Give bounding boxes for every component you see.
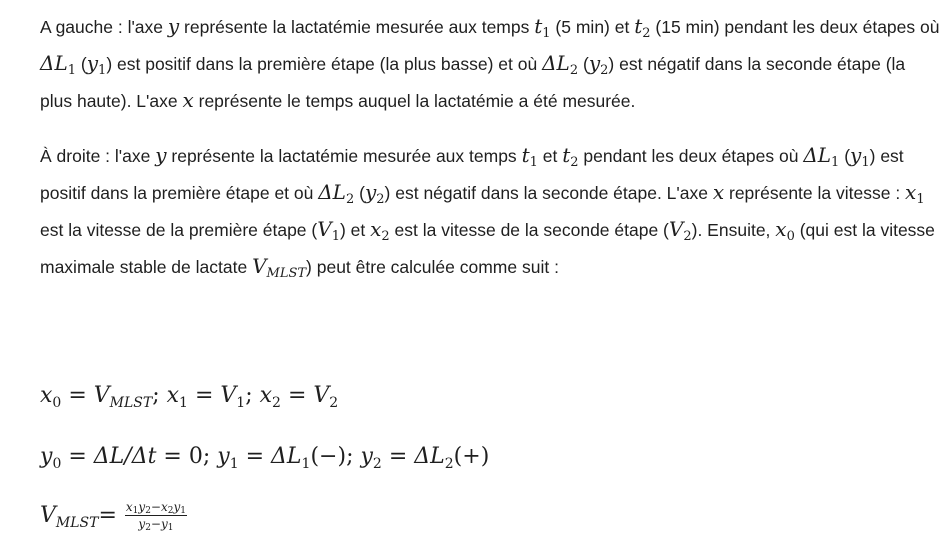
text: ) est positif dans la première étape et où	[40, 146, 904, 203]
equation-vmlst-formula	[40, 500, 187, 532]
equals-sign: =	[98, 503, 117, 528]
math-t2: $t_2$	[634, 14, 651, 41]
text: (5 min) et	[550, 17, 635, 37]
math-x: x	[182, 88, 194, 112]
text: ) est positif dans la première étape (la plus basse) et où	[106, 54, 543, 74]
text: représente le temps auquel la lactatémie a été mesurée.	[193, 91, 636, 111]
math-delta-l1: $\Delta L_1$	[40, 51, 77, 78]
fraction-numerator: $x_1y_2-x_2y_1$	[125, 500, 187, 516]
paragraph-left-graph	[40, 8, 940, 119]
text: ) peut être calculée comme suit :	[306, 257, 559, 277]
math-v1: $V_1$	[317, 217, 340, 244]
text: est la vitesse de la seconde étape (	[389, 220, 669, 240]
text: (	[839, 146, 851, 166]
math-x: x	[712, 180, 725, 204]
text: A gauche : l'axe	[40, 17, 168, 37]
math-t1: $t_1$	[534, 14, 551, 41]
math-y2: $y_2$	[364, 180, 385, 207]
math-v2: $V_2$	[668, 217, 692, 244]
math-x1: $x_1$	[905, 180, 925, 207]
math-x2: $x_2$	[370, 217, 390, 244]
text: représente la vitesse :	[724, 183, 906, 203]
text: (15 min) pendant les deux étapes où	[650, 17, 940, 37]
text: (	[76, 54, 87, 74]
math-t1: $t_1$	[521, 143, 538, 170]
text: représente la lactatémie mesurée aux temps	[179, 17, 535, 37]
math-delta-l2: $\Delta L_2$	[318, 180, 355, 207]
text: est la vitesse de la première étape (	[40, 220, 318, 240]
fraction-denominator: $y_2-y_1$	[138, 517, 174, 533]
equation-variable-definitions: $x_0 = V_{MLST}$; $x_1 = V_1$; $x_2 = V_2$	[40, 383, 339, 411]
text: ) et	[339, 220, 371, 240]
text: (	[578, 54, 589, 74]
text: pendant les deux étapes où	[578, 146, 804, 166]
text: ). Ensuite,	[691, 220, 776, 240]
fraction	[125, 501, 187, 531]
paragraph-right-graph	[40, 137, 940, 285]
math-y2: $y_2$	[588, 51, 609, 78]
text: (qui est la vitesse maximale stable de lactate	[40, 220, 935, 277]
math-y: y	[167, 14, 180, 38]
math-delta-l2: $\Delta L_2$	[542, 51, 579, 78]
text: ) est négatif dans la seconde étape (la plus haute). L'axe	[40, 54, 906, 111]
math-t2: $t_2$	[562, 143, 579, 170]
math-x0: $x_0$	[775, 217, 795, 244]
math-vmlst: $V_{MLST}$	[252, 254, 307, 281]
math-y1: $y_1$	[850, 143, 870, 170]
text: ) est négatif dans la seconde étape. L'axe	[384, 183, 713, 203]
formula-lhs: $V_{MLST}$	[40, 503, 99, 531]
math-delta-l1: $\Delta L_1$	[803, 143, 840, 170]
document-body	[40, 8, 940, 285]
text: (	[354, 183, 365, 203]
text: À droite : l'axe	[40, 146, 156, 166]
math-y1: $y_1$	[86, 51, 107, 78]
text: représente la lactatémie mesurée aux temps	[166, 146, 522, 166]
text: et	[537, 146, 563, 166]
equation-y-definitions: $y_0 = \Delta L/\Delta t = 0$; $y_1 = \Delta L_1(-)$; $y_2 = \Delta L_2(+)$	[40, 444, 490, 472]
math-y: y	[155, 143, 167, 167]
